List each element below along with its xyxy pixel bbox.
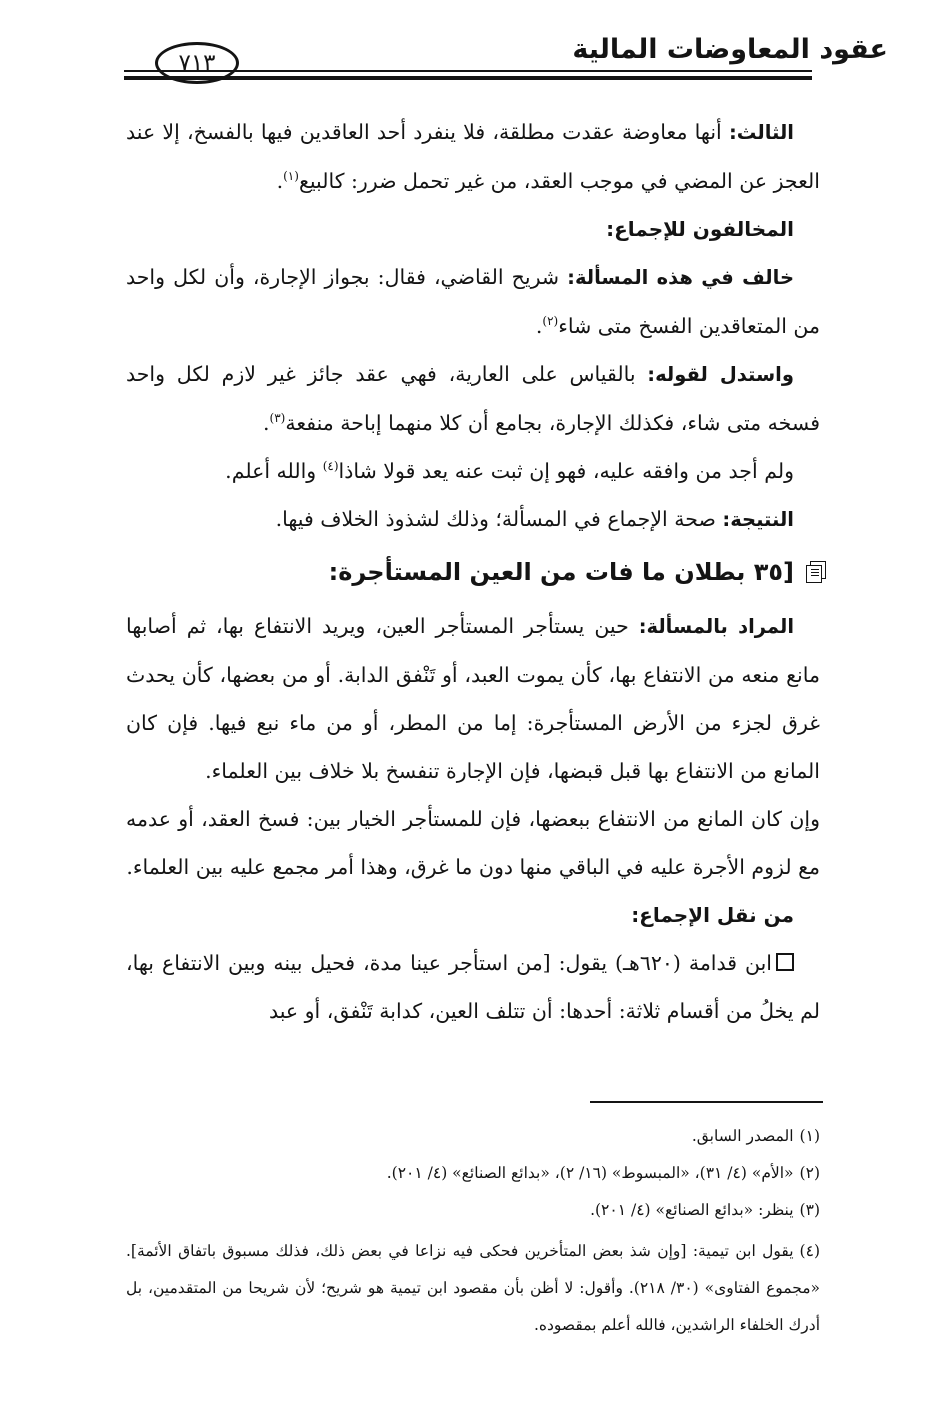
paragraph-third-reason [126,108,820,205]
footnote-1 [126,1118,820,1155]
header-rule [124,70,812,72]
paragraph-tail: والله أعلم. [225,459,323,483]
heading-transmitters: من نقل الإجماع: [631,903,794,927]
paragraph-text: حين يستأجر المستأجر العين، ويريد الانتفاع بها، ثم أصابها مانع منعه من الانتفاع بها، كأن يموت العبد، أو تَنْفق الدابة. أو من بعضها، كأن يحدث غرق لجزء من الأرض المستأجرة: إما من المطر، أو من ماء نبع فيها. فإن كان المانع من الانتفاع بها قبل قبضها، فإن الإجارة تنفسخ بلا خلاف بين العلماء. [126,614,820,783]
footnote-number: (٤) [799,1242,820,1260]
paragraph-lead: الثالث: [728,121,794,144]
paragraph-lead: واستدل لقوله: [647,363,794,386]
footnote-ref: (١) [283,169,299,183]
footnote-number: (٢) [799,1164,820,1182]
section-title [126,548,826,596]
paragraph-text: صحة الإجماع في المسألة؛ وذلك لشذوذ الخلاف فيها. [275,507,723,531]
running-header-title: عقود المعاوضات المالية [572,34,888,65]
paragraph-text: وإن كان المانع من الانتفاع ببعضها، فإن للمستأجر الخيار بين: فسخ العقد، أو عدمه مع لزوم الأجرة عليه في الباقي منها دون ما غرق، وهذا أمر مجمع عليه بين العلماء. [126,807,820,879]
page-number: ٧١٣ [155,42,239,84]
square-bullet-icon [776,953,794,971]
paragraph-partial [126,795,820,891]
footnote-text: ينظر: «بدائع الصنائع» (٤/ ٢٠١). [590,1201,794,1219]
footnote-ref: (٢) [542,314,559,328]
paragraph-text: أنها معاوضة عقدت مطلقة، فلا ينفرد أحد العاقدين فيها بالفسخ، إلا عند العجز عن المضي في موجب العقد، من غير تحمل ضرر: كالبيع [126,120,820,193]
paragraph-tail: . [263,411,270,435]
footnote-4 [126,1233,820,1344]
footnote-text: «الأم» (٤/ ٣١)، «المبسوط» (١٦/ ٢)، «بدائع الصنائع» (٤/ ٢٠١). [386,1164,794,1182]
paragraph-text: بالقياس على العارية، فهي عقد جائز غير لازم لكل واحد فسخه متى شاء، فكذلك الإجارة، بجامع أن كلا منهما إباحة منفعة [126,362,820,435]
paragraph-tail: . [276,169,284,193]
paragraph-result [126,495,820,544]
section-title-text: [٣٥ بطلان ما فات من العين المستأجرة: [328,558,794,586]
pages-icon [804,561,826,583]
footnote-ref: (٤) [322,459,339,473]
paragraph-argument [126,350,820,447]
heading-opponents: المخالفون للإجماع: [606,217,794,241]
footnote-number: (١) [799,1127,820,1145]
footnote-2 [126,1155,820,1192]
header-rule-thick [124,76,812,80]
paragraph-meaning [126,602,820,795]
paragraph-lead: النتيجة: [722,508,794,531]
footnote-text: يقول ابن تيمية: [وإن شذ بعض المتأخرين فحكى فيه نزاعا في بعض ذلك، فذلك مسبوق باتفاق الأئمة]. «مجموع الفتاوى» (٣٠/ ٢١٨). وأقول: لا أظن بأن مقصود ابن تيمية هو شريح؛ لأن شريحا من المتقدمين، بل أدرك الخلفاء الراشدين، فالله أعلم بمقصوده. [126,1242,820,1334]
footnote-3 [126,1192,820,1229]
paragraph-opponent [126,253,820,350]
footnote-number: (٣) [799,1201,820,1219]
paragraph-lead: خالف في هذه المسألة: [567,266,794,289]
footnote-divider [590,1101,823,1103]
paragraph-tail: . [535,314,543,338]
paragraph-text: شريح القاضي، فقال: بجواز الإجارة، وأن لكل واحد من المتعاقدين الفسخ متى شاء [126,265,820,338]
main-text [126,108,820,1035]
paragraph-no-support [126,447,820,495]
paragraph-text: ابن قدامة (٦٢٠هـ) يقول: [من استأجر عينا مدة، فحيل بينه وبين الانتفاع بها، لم يخلُ من أقسام ثلاثة: أحدها: أن تتلف العين، كدابة تَنْفق، أو عبد [126,951,820,1023]
footnotes [126,1118,820,1344]
footnote-ref: (٣) [269,411,286,425]
paragraph-text: ولم أجد من وافقه عليه، فهو إن ثبت عنه يعد قولا شاذا [338,459,794,483]
footnote-text: المصدر السابق. [691,1127,794,1145]
paragraph-lead: المراد بالمسألة: [638,615,795,638]
paragraph-ibn-qudamah [126,939,820,1035]
